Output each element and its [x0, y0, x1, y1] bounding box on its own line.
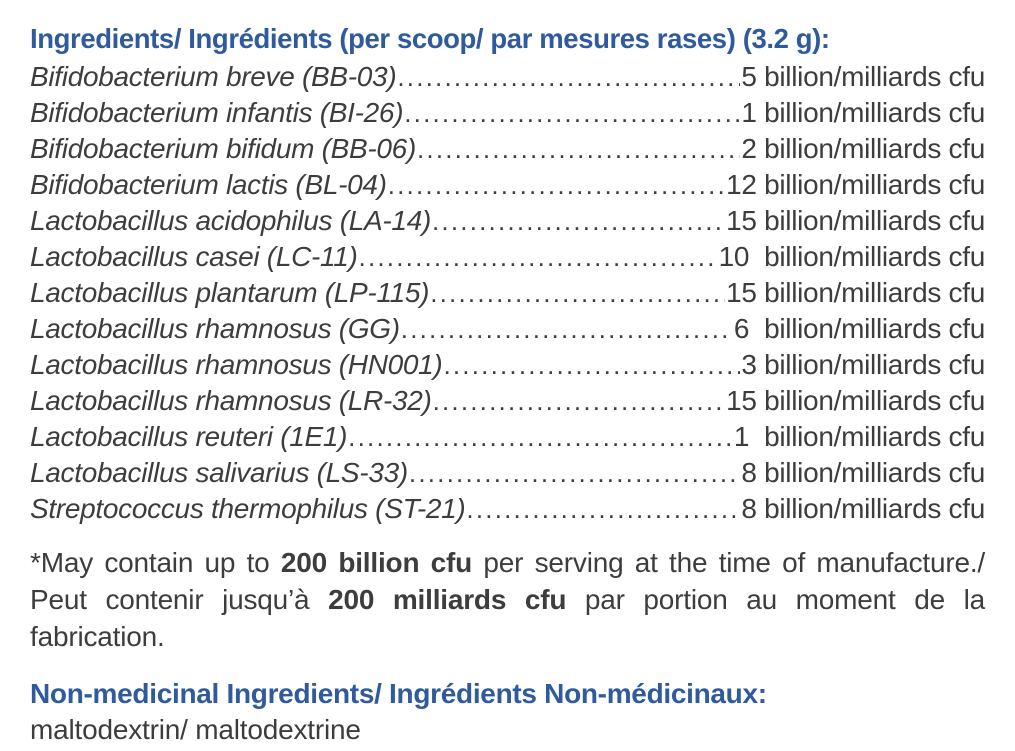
footnote-text	[30, 544, 985, 655]
ingredient-row	[30, 275, 985, 311]
footnote-segment: par portion au moment de la fabrication.	[30, 584, 985, 652]
dot-leader	[433, 383, 726, 419]
non-medicinal-heading: Non-medicinal Ingredients/ Ingrédients Non-médicinaux:	[30, 678, 767, 709]
dot-leader	[401, 311, 733, 347]
ingredient-name: Bifidobacterium bifidum (BB-06)	[30, 133, 416, 164]
ingredient-name: Lactobacillus rhamnosus (GG)	[30, 313, 400, 344]
dot-leader	[404, 95, 740, 131]
ingredient-row	[30, 383, 985, 419]
ingredient-name: Lactobacillus reuteri (1E1)	[30, 421, 348, 452]
ingredient-amount: 8 billion/milliards cfu	[741, 457, 985, 488]
ingredients-heading: Ingredients/ Ingrédients (per scoop/ par mesures rases) (3.2 g):	[30, 23, 830, 54]
ingredient-name: Bifidobacterium breve (BB-03)	[30, 61, 397, 92]
ingredient-row	[30, 59, 985, 95]
dot-leader	[359, 239, 718, 275]
ingredient-amount: 5 billion/milliards cfu	[741, 61, 985, 92]
ingredient-name: Lactobacillus plantarum (LP-115)	[30, 277, 430, 308]
non-medicinal-body: maltodextrin/ maltodextrine	[30, 714, 361, 745]
ingredient-row	[30, 419, 985, 455]
dot-leader	[348, 419, 733, 455]
dot-leader	[388, 167, 725, 203]
ingredient-name: Lactobacillus acidophilus (LA-14)	[30, 205, 431, 236]
dot-leader	[430, 275, 725, 311]
ingredient-amount: 8 billion/milliards cfu	[741, 493, 985, 524]
ingredient-name: Lactobacillus rhamnosus (HN001)	[30, 349, 443, 380]
dot-leader	[417, 131, 740, 167]
dot-leader	[443, 347, 740, 383]
ingredient-amount: 2 billion/milliards cfu	[741, 133, 985, 164]
footnote-bold-segment: 200 billion cfu	[280, 547, 473, 578]
ingredient-name: Streptococcus thermophilus (ST-21)	[30, 493, 466, 524]
dot-leader	[409, 455, 740, 491]
ingredient-row	[30, 131, 985, 167]
ingredient-row	[30, 167, 985, 203]
ingredient-row	[30, 239, 985, 275]
ingredient-amount: 3 billion/milliards cfu	[741, 349, 985, 380]
ingredient-amount: 15 billion/milliards cfu	[726, 277, 985, 308]
ingredient-row	[30, 311, 985, 347]
ingredient-amount: 1 billion/milliards cfu	[733, 421, 985, 452]
footnote-segment: per serving at the time of manufacture./ Peut contenir jusqu’à	[30, 547, 985, 615]
ingredients-list	[30, 59, 985, 527]
ingredient-amount: 12 billion/milliards cfu	[726, 169, 985, 200]
ingredient-name: Bifidobacterium infantis (BI-26)	[30, 97, 404, 128]
dot-leader	[466, 491, 740, 527]
dot-leader	[397, 59, 740, 95]
footnote-bold-segment: 200 milliards cfu	[328, 584, 567, 615]
ingredient-name: Lactobacillus salivarius (LS-33)	[30, 457, 408, 488]
ingredient-name: Bifidobacterium lactis (BL-04)	[30, 169, 387, 200]
ingredient-name: Lactobacillus casei (LC-11)	[30, 241, 358, 272]
ingredient-row	[30, 203, 985, 239]
ingredient-amount: 15 billion/milliards cfu	[726, 385, 985, 416]
ingredient-amount: 1 billion/milliards cfu	[741, 97, 985, 128]
ingredient-row	[30, 347, 985, 383]
ingredient-name: Lactobacillus rhamnosus (LR-32)	[30, 385, 432, 416]
dot-leader	[432, 203, 725, 239]
ingredient-row	[30, 95, 985, 131]
ingredient-row	[30, 455, 985, 491]
ingredient-amount: 15 billion/milliards cfu	[726, 205, 985, 236]
ingredient-amount: 10 billion/milliards cfu	[718, 241, 985, 272]
ingredient-row	[30, 491, 985, 527]
ingredient-amount: 6 billion/milliards cfu	[733, 313, 985, 344]
footnote-segment: *May contain up to	[30, 547, 281, 578]
